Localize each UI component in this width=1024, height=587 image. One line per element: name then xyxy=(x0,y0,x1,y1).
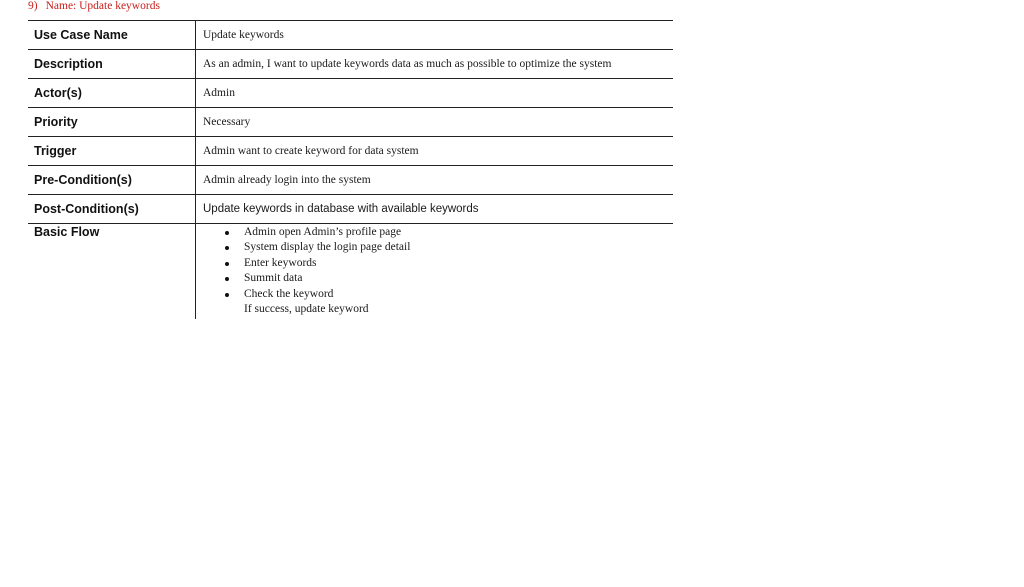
row-label: Actor(s) xyxy=(28,79,196,108)
row-label: Pre-Condition(s) xyxy=(28,166,196,195)
section-number: 9) xyxy=(28,0,38,12)
row-label: Trigger xyxy=(28,137,196,166)
flow-step: Summit data xyxy=(223,271,673,286)
basic-flow-cell xyxy=(196,224,674,320)
row-value: Admin xyxy=(196,79,674,108)
row-label: Use Case Name xyxy=(28,21,196,50)
flow-step: System display the login page detail xyxy=(223,240,673,255)
row-value: Necessary xyxy=(196,108,674,137)
row-value: Admin want to create keyword for data system xyxy=(196,137,674,166)
row-pre-conditions xyxy=(28,166,673,195)
row-value: As an admin, I want to update keywords data as much as possible to optimize the system xyxy=(196,50,674,79)
flow-note: If success, update keyword xyxy=(244,302,369,315)
row-value: Update keywords in database with available keywords xyxy=(196,195,674,224)
section-heading xyxy=(28,0,160,12)
row-label: Post-Condition(s) xyxy=(28,195,196,224)
row-post-conditions xyxy=(28,195,673,224)
row-value: Update keywords xyxy=(196,21,674,50)
row-label: Priority xyxy=(28,108,196,137)
row-label: Basic Flow xyxy=(34,225,100,239)
row-use-case-name xyxy=(28,21,673,50)
row-basic-flow xyxy=(28,224,673,320)
row-actors xyxy=(28,79,673,108)
row-description xyxy=(28,50,673,79)
row-trigger xyxy=(28,137,673,166)
row-label: Description xyxy=(28,50,196,79)
use-case-table xyxy=(28,20,673,319)
flow-step: Enter keywords xyxy=(223,256,673,271)
section-title: Name: Update keywords xyxy=(45,0,160,12)
row-priority xyxy=(28,108,673,137)
basic-flow-list xyxy=(203,225,673,317)
flow-step: Admin open Admin’s profile page xyxy=(223,225,673,240)
row-value: Admin already login into the system xyxy=(196,166,674,195)
flow-step: Check the keyword xyxy=(223,287,673,302)
